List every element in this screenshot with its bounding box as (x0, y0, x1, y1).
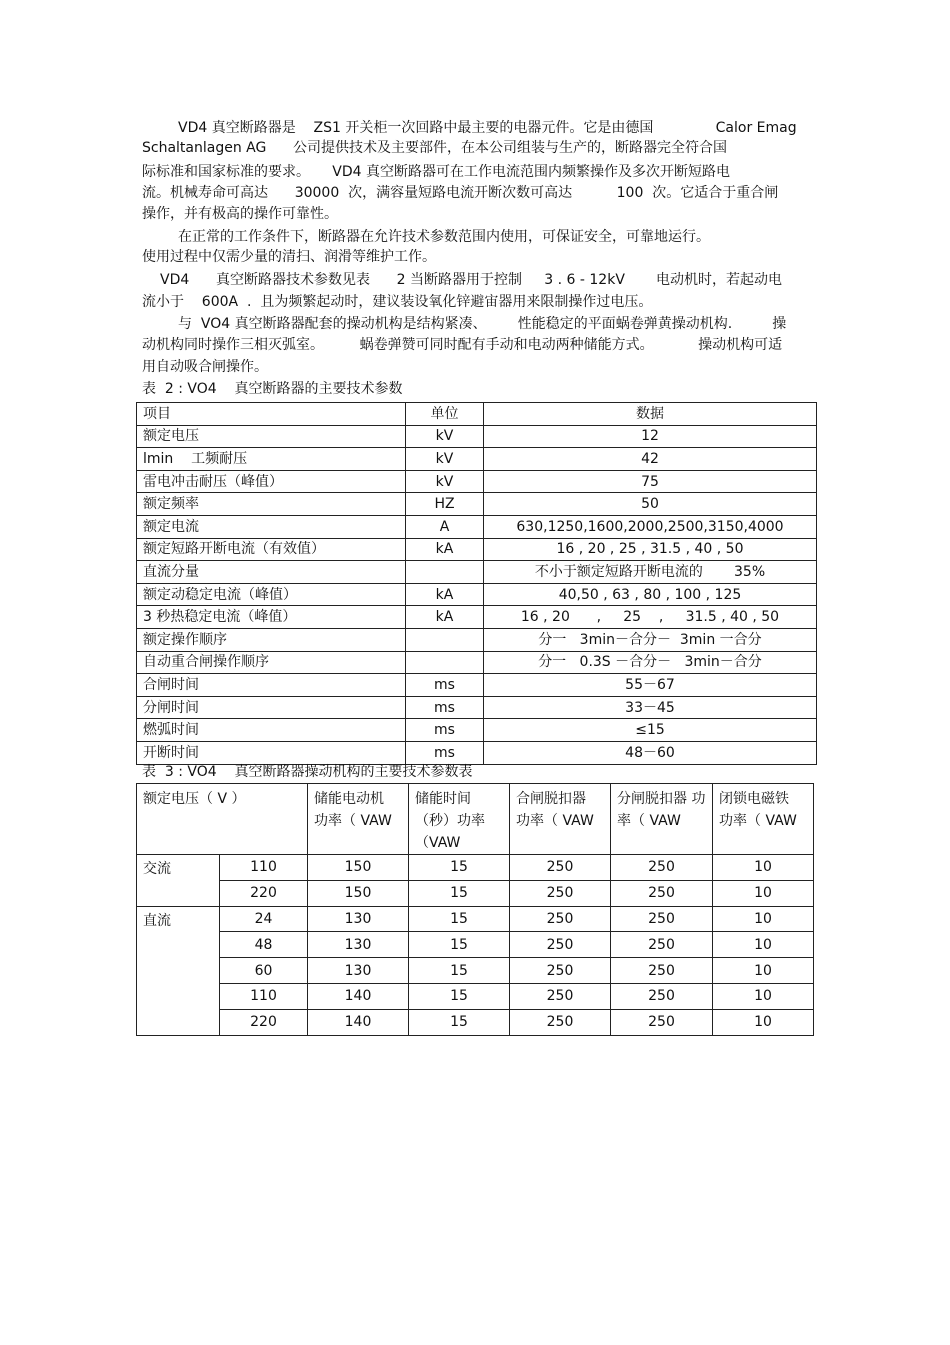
cell-item: 自动重合闸操作顺序 (137, 651, 406, 674)
cell-unit: kV (406, 470, 484, 493)
paragraph-line: 操作，并有极高的操作可靠性。 (142, 206, 338, 222)
cell-value: 130 (308, 932, 409, 958)
cell-item: 额定电流 (137, 515, 406, 538)
cell-voltage: 60 (220, 958, 308, 984)
cell-value: 250 (611, 1009, 713, 1035)
cell-unit: kA (406, 538, 484, 561)
table3-mechanism (136, 783, 814, 1036)
cell-value: 不小于额定短路开断电流的 35% (484, 561, 817, 584)
paragraph-line: 使用过程中仅需少量的清扫、润滑等维护工作。 (142, 249, 436, 265)
cell-value: 15 (409, 983, 510, 1009)
cell-item: 分闸时间 (137, 696, 406, 719)
cell-voltage: 220 (220, 880, 308, 906)
cell-value: 250 (611, 932, 713, 958)
cell-value: 10 (713, 958, 814, 984)
cell-voltage: 110 (220, 983, 308, 1009)
header-cell-lock-magnet: 闭锁电磁铁 功率（ VAW (713, 784, 814, 855)
group-label-cell: 交流 (137, 855, 220, 907)
cell-value: 130 (308, 906, 409, 932)
cell-value: 250 (611, 855, 713, 881)
cell-voltage: 48 (220, 932, 308, 958)
header-cell-charge-time: 储能时间 （秒）功率 （VAW (409, 784, 510, 855)
table-row (137, 932, 814, 958)
cell-value: 150 (308, 880, 409, 906)
table-row (137, 515, 817, 538)
cell-value: 48－60 (484, 741, 817, 764)
table-row (137, 628, 817, 651)
cell-voltage: 220 (220, 1009, 308, 1035)
cell-item: 额定短路开断电流（有效值） (137, 538, 406, 561)
cell-value: 140 (308, 1009, 409, 1035)
cell-unit: kV (406, 425, 484, 448)
table-row (137, 448, 817, 471)
cell-value: 15 (409, 932, 510, 958)
header-cell-data: 数据 (484, 403, 817, 426)
table3-body (137, 784, 814, 1036)
cell-value: 250 (611, 906, 713, 932)
table-row (137, 538, 817, 561)
cell-unit: A (406, 515, 484, 538)
cell-item: 雷电冲击耐压（峰值） (137, 470, 406, 493)
header-cell-closing-release: 合闸脱扣器 功率（ VAW (510, 784, 611, 855)
cell-unit: kV (406, 448, 484, 471)
cell-value: 分一 0.3S －合分－ 3min－合分 (484, 651, 817, 674)
cell-unit: HZ (406, 493, 484, 516)
cell-value: 16 , 20 , 25 , 31.5 , 40 , 50 (484, 538, 817, 561)
cell-value: 250 (611, 880, 713, 906)
table-row (137, 855, 814, 881)
cell-value: 630,1250,1600,2000,2500,3150,4000 (484, 515, 817, 538)
table3-caption: 表 3 : VO4 真空断路器操动机构的主要技术参数表 (142, 764, 473, 780)
paragraph-line: 动机构同时操作三相灭弧室。 蜗卷弹赞可同时配有手动和电动两种储能方式。 操动机构可适 (142, 337, 783, 353)
cell-item: 额定电压 (137, 425, 406, 448)
paragraph-line: 在正常的工作条件下，断路器在允许技术参数范围内使用，可保证安全，可靠地运行。 (178, 229, 710, 245)
cell-item: 直流分量 (137, 561, 406, 584)
cell-value: 140 (308, 983, 409, 1009)
cell-value: 33－45 (484, 696, 817, 719)
header-cell-motor-power: 储能电动机 功率（ VAW (308, 784, 409, 855)
table2-caption: 表 2 : VO4 真空断路器的主要技术参数 (142, 381, 403, 397)
cell-unit (406, 651, 484, 674)
header-cell-unit: 单位 (406, 403, 484, 426)
cell-value: 250 (510, 1009, 611, 1035)
table-header-row (137, 784, 814, 855)
paragraph-line: 际标准和国家标准的要求。 VD4 真空断路器可在工作电流范围内频繁操作及多次开断短路电 (142, 164, 730, 180)
cell-value: 10 (713, 880, 814, 906)
cell-voltage: 110 (220, 855, 308, 881)
cell-item: 额定操作顺序 (137, 628, 406, 651)
cell-value: 250 (510, 880, 611, 906)
cell-voltage: 24 (220, 906, 308, 932)
header-cell-opening-release: 分闸脱扣器 功率（ VAW (611, 784, 713, 855)
group-label-cell: 直流 (137, 906, 220, 1035)
cell-unit (406, 561, 484, 584)
cell-value: 250 (510, 983, 611, 1009)
header-cell-voltage: 额定电压（ V ） (137, 784, 308, 855)
cell-unit: ms (406, 719, 484, 742)
table-row (137, 583, 817, 606)
cell-value: 10 (713, 855, 814, 881)
paragraph-line: VD4 真空断路器是 ZS1 开关柜一次回路中最主要的电器元件。它是由德国 Calor Emag (178, 120, 797, 136)
cell-value: 15 (409, 1009, 510, 1035)
table2-body (137, 403, 817, 765)
cell-value: 40,50 , 63 , 80 , 100 , 125 (484, 583, 817, 606)
paragraph-line: 用自动吸合闸操作。 (142, 359, 268, 375)
table-row (137, 470, 817, 493)
cell-value: 15 (409, 958, 510, 984)
table-row (137, 983, 814, 1009)
cell-value: 42 (484, 448, 817, 471)
table-row (137, 425, 817, 448)
cell-value: 250 (611, 958, 713, 984)
table-row (137, 651, 817, 674)
cell-unit: ms (406, 674, 484, 697)
table-row (137, 958, 814, 984)
cell-value: ≤15 (484, 719, 817, 742)
cell-item: 合闸时间 (137, 674, 406, 697)
cell-item: 3 秒热稳定电流（峰值） (137, 606, 406, 629)
cell-unit (406, 628, 484, 651)
table-row (137, 741, 817, 764)
table-header-row (137, 403, 817, 426)
paragraph-line: 流小于 600A . 且为频繁起动时，建议装设氧化锌避宙器用来限制操作过电压。 (142, 294, 653, 310)
cell-value: 250 (510, 932, 611, 958)
cell-value: 10 (713, 1009, 814, 1035)
paragraph-line: 流。机械寿命可高达 30000 次，满容量短路电流开断次数可高达 100 次。它适合于重合闸 (142, 185, 779, 201)
cell-item: 额定动稳定电流（峰值） (137, 583, 406, 606)
cell-unit: kA (406, 606, 484, 629)
cell-value: 130 (308, 958, 409, 984)
paragraph-line: 与 VO4 真空断路器配套的操动机构是结构紧凑、 性能稳定的平面蜗卷弹黄操动机构. 操 (178, 316, 787, 332)
paragraph-line: VD4 真空断路器技术参数见表 2 当断路器用于控制 3 . 6 - 12kV 电动机时，若起动电 (160, 272, 783, 288)
cell-value: 150 (308, 855, 409, 881)
cell-value: 12 (484, 425, 817, 448)
table-row (137, 906, 814, 932)
paragraph-line: Schaltanlagen AG 公司提供技术及主要部件，在本公司组装与生产的，断路器完全符合国 (142, 140, 728, 156)
cell-value: 50 (484, 493, 817, 516)
cell-value: 10 (713, 932, 814, 958)
cell-unit: ms (406, 741, 484, 764)
cell-value: 10 (713, 906, 814, 932)
cell-value: 10 (713, 983, 814, 1009)
cell-value: 分一 3min－合分－ 3min 一合分 (484, 628, 817, 651)
cell-value: 250 (510, 855, 611, 881)
cell-value: 250 (510, 958, 611, 984)
table-row (137, 674, 817, 697)
header-cell-item: 项目 (137, 403, 406, 426)
cell-value: 75 (484, 470, 817, 493)
table-row (137, 606, 817, 629)
cell-value: 15 (409, 855, 510, 881)
cell-value: 250 (510, 906, 611, 932)
cell-unit: ms (406, 696, 484, 719)
table-row (137, 696, 817, 719)
cell-item: 燃弧时间 (137, 719, 406, 742)
table2-parameters (136, 402, 817, 765)
table-row (137, 880, 814, 906)
cell-value: 15 (409, 906, 510, 932)
table-row (137, 493, 817, 516)
cell-item: 额定频率 (137, 493, 406, 516)
table-row (137, 561, 817, 584)
cell-value: 55－67 (484, 674, 817, 697)
cell-value: 16 , 20 , 25 , 31.5 , 40 , 50 (484, 606, 817, 629)
cell-value: 15 (409, 880, 510, 906)
table-row (137, 1009, 814, 1035)
cell-item: lmin 工频耐压 (137, 448, 406, 471)
cell-unit: kA (406, 583, 484, 606)
table-row (137, 719, 817, 742)
cell-value: 250 (611, 983, 713, 1009)
cell-item: 开断时间 (137, 741, 406, 764)
